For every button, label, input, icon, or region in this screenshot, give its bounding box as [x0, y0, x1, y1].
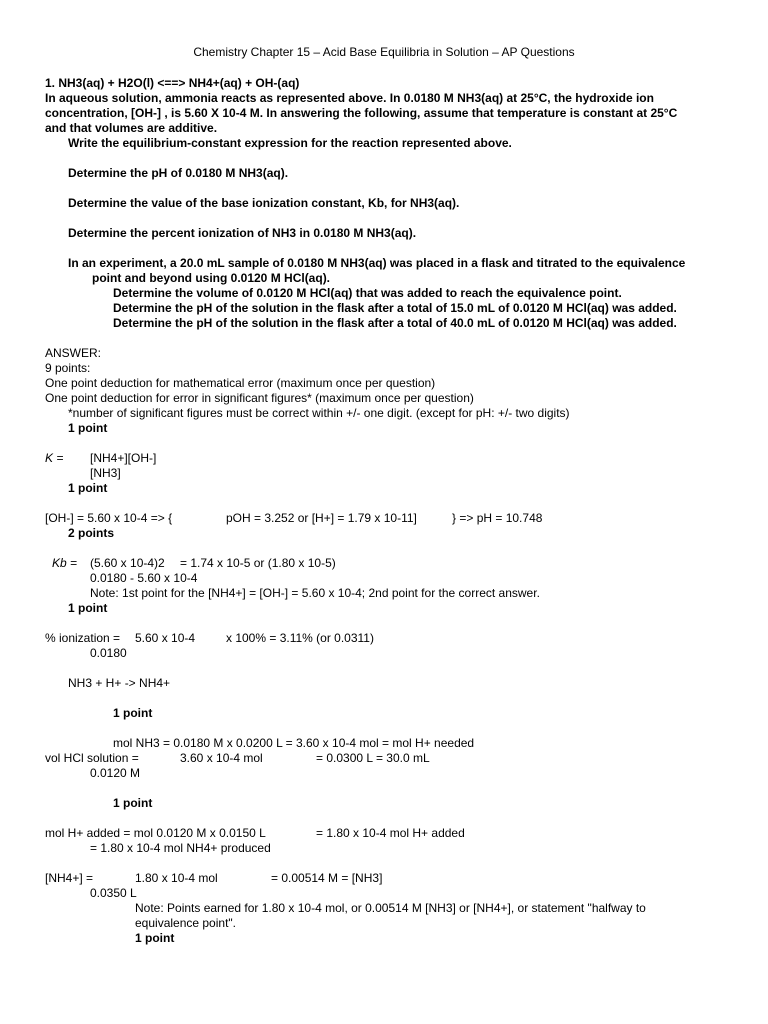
mol-nh4-produced: = 1.80 x 10-4 mol NH4+ produced: [90, 841, 271, 855]
answer-point-label: 1 point: [68, 421, 108, 435]
answer-point-label: 1 point: [135, 931, 175, 945]
mol-h-added-left: mol H+ added = mol 0.0120 M x 0.0150 L: [45, 826, 266, 840]
answer-point-label: 1 point: [68, 481, 108, 495]
document-title: Chemistry Chapter 15 – Acid Base Equilibria in Solution – AP Questions: [193, 45, 575, 59]
vol-denominator: 0.0120 M: [90, 766, 141, 780]
ph-line-left: [OH-] = 5.60 x 10-4 => {: [45, 511, 173, 525]
answer-deduction-math: One point deduction for mathematical error (maximum once per question): [45, 376, 436, 390]
answer-heading: ANSWER:: [45, 346, 102, 360]
question-part-c: Determine the value of the base ionization constant, Kb, for NH3(aq).: [68, 196, 460, 210]
question-part-d: Determine the percent ionization of NH3 in 0.0180 M NH3(aq).: [68, 226, 417, 240]
answer-point-label: 2 points: [68, 526, 115, 540]
mol-nh3-line: mol NH3 = 0.0180 M x 0.0200 L = 3.60 x 10-4 mol = mol H+ needed: [113, 736, 475, 750]
ph-line-middle: pOH = 3.252 or [H+] = 1.79 x 10-11]: [226, 511, 417, 525]
halfway-note-line-2: equivalence point".: [135, 916, 236, 930]
pct-numerator: 5.60 x 10-4: [135, 631, 196, 645]
pct-result: x 100% = 3.11% (or 0.0311): [226, 631, 374, 645]
pct-label: % ionization =: [45, 631, 121, 645]
question-intro-line-1: In aqueous solution, ammonia reacts as represented above. In 0.0180 M NH3(aq) at 25°C, the hydroxide ion: [45, 91, 654, 105]
kb-numerator: (5.60 x 10-4)2: [90, 556, 165, 570]
answer-sigfig-note: *number of significant figures must be correct within +/- one digit. (except for pH: +/- two digits): [68, 406, 570, 420]
question-part-e-line-2: point and beyond using 0.0120 M HCl(aq).: [92, 271, 331, 285]
k-denominator: [NH3]: [90, 466, 121, 480]
k-numerator: [NH4+][OH-]: [90, 451, 157, 465]
question-part-e-i: Determine the volume of 0.0120 M HCl(aq) that was added to reach the equivalence point.: [113, 286, 622, 300]
answer-deduction-sigfig: One point deduction for error in significant figures* (maximum once per question): [45, 391, 474, 405]
kb-result: = 1.74 x 10-5 or (1.80 x 10-5): [180, 556, 336, 570]
question-part-e-line-1: In an experiment, a 20.0 mL sample of 0.0180 M NH3(aq) was placed in a flask and titrated to the equivalence: [68, 256, 686, 270]
ph-line-right: } => pH = 10.748: [452, 511, 543, 525]
answer-point-label: 1 point: [113, 706, 153, 720]
answer-point-label: 1 point: [68, 601, 108, 615]
pct-denominator: 0.0180: [90, 646, 127, 660]
vol-label: vol HCl solution =: [45, 751, 139, 765]
mol-h-added-right: = 1.80 x 10-4 mol H+ added: [316, 826, 465, 840]
question-intro-line-3: and that volumes are additive.: [45, 121, 218, 135]
question-part-e-ii: Determine the pH of the solution in the flask after a total of 15.0 mL of 0.0120 M HCl(aq) was added.: [113, 301, 677, 315]
vol-numerator: 3.60 x 10-4 mol: [180, 751, 263, 765]
question-reaction: 1. NH3(aq) + H2O(l) <==> NH4+(aq) + OH-(aq): [45, 76, 300, 90]
nh4-result: = 0.00514 M = [NH3]: [271, 871, 383, 885]
answer-point-label: 1 point: [113, 796, 153, 810]
kb-denominator: 0.0180 - 5.60 x 10-4: [90, 571, 198, 585]
k-label: K =: [45, 451, 64, 465]
kb-label: Kb =: [52, 556, 78, 570]
nh4-label: [NH4+] =: [45, 871, 94, 885]
question-part-a: Write the equilibrium-constant expression for the reaction represented above.: [68, 136, 512, 150]
kb-note: Note: 1st point for the [NH4+] = [OH-] = 5.60 x 10-4; 2nd point for the correct answer.: [90, 586, 540, 600]
titration-reaction: NH3 + H+ -> NH4+: [68, 676, 171, 690]
vol-result: = 0.0300 L = 30.0 mL: [316, 751, 430, 765]
question-part-b: Determine the pH of 0.0180 M NH3(aq).: [68, 166, 289, 180]
question-part-e-iii: Determine the pH of the solution in the flask after a total of 40.0 mL of 0.0120 M HCl(aq) was added.: [113, 316, 677, 330]
question-intro-line-2: concentration, [OH-] , is 5.60 X 10-4 M. In answering the following, assume that temperature is constant at 25°C: [45, 106, 678, 120]
halfway-note-line-1: Note: Points earned for 1.80 x 10-4 mol, or 0.00514 M [NH3] or [NH4+], or statement "halfway to: [135, 901, 646, 915]
answer-points-total: 9 points:: [45, 361, 91, 375]
nh4-numerator: 1.80 x 10-4 mol: [135, 871, 218, 885]
nh4-denominator: 0.0350 L: [90, 886, 137, 900]
